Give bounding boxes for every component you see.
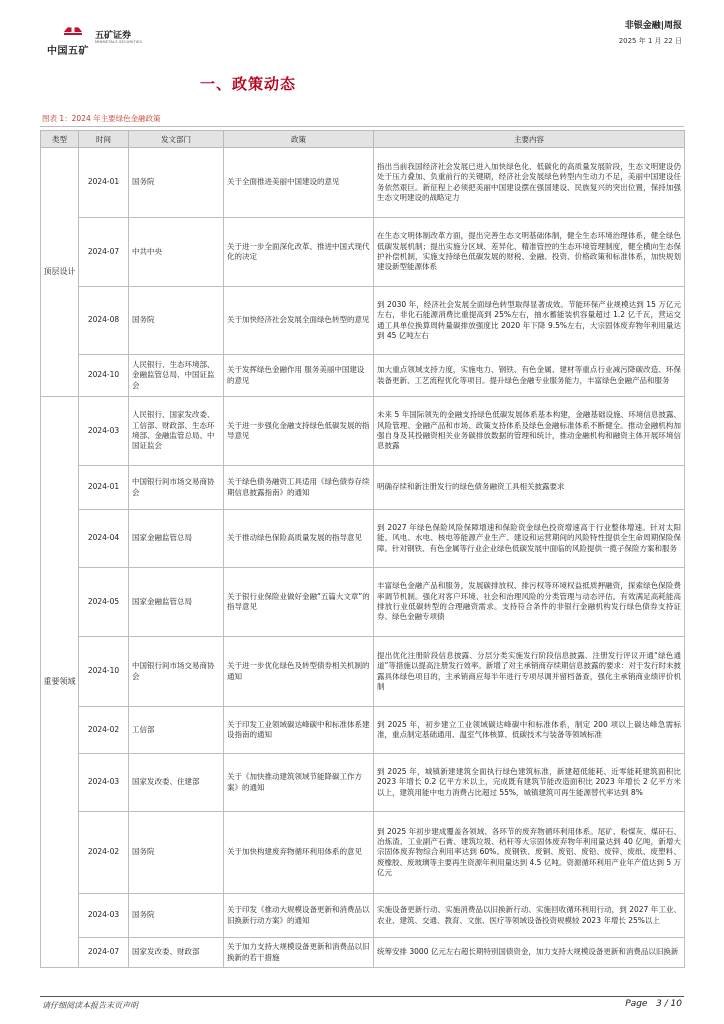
time-cell: 2024-03 [79,754,129,812]
content-cell: 到 2025 年，初步建立工业领域碳达峰碳中和标准体系，制定 200 项以上碳达峰急需标准，重点制定基础通用、温室气体核算、低碳技术与装备等领域标准 [374,707,685,754]
brand-name: 五矿证券 [95,31,132,41]
dept-cell: 中国银行间市场交易商协会 [129,637,224,707]
dept-cell: 国家金融监管总局 [129,568,224,637]
table-row [41,397,685,466]
time-cell: 2024-10 [79,355,129,397]
column-header-type: 类型 [41,131,79,148]
company-name: 中国五矿 [47,46,89,57]
policy-cell: 关于印发《推动大规模设备更新和消费品以旧换新行动方案》的通知 [224,894,374,938]
section-title: 一、政策动态 [200,75,297,93]
table-header-row [41,131,685,148]
table-row [41,148,685,218]
policy-cell: 关于全面推进美丽中国建设的意见 [224,148,374,218]
content-cell: 丰富绿色金融产品和服务，发展碳排放权、排污权等环境权益抵质押融资，探索绿色保险费率调节机制。强化对客户环境、社会和治理风险的分类管理与动态评估。有效满足高耗能高排放行业低碳转型的合理融资需求。支持符合条件的非银行金融机构发行绿色债券支持证券、绿色金融专项债 [374,568,685,637]
content-cell: 到 2025 年，城镇新建建筑全面执行绿色建筑标准，新建超低能耗、近零能耗建筑面积比 2023 年增长 0.2 亿平方米以上，完成既有建筑节能改造面积比 2023 年增长 2 亿平方米以上，建筑用能中电力消费占比超过 55%，城镇建筑可再生能源替代率达到 8% [374,754,685,812]
time-cell: 2024-07 [79,218,129,287]
content-cell: 到 2025 年初步建成覆盖各领域、各环节的废弃物循环利用体系。尾矿、粉煤灰、煤矸石、冶炼渣、工业副产石膏、建筑垃圾、秸秆等大宗固体废弃物年利用量达到 40 亿吨，新增大宗固体废弃物综合利用率达到 60%。废钢铁、废铜、废铝、废铅、废锌、废纸、废塑料、废橡胶、废玻璃等主要再生资源年利用量达到 4.5 亿吨。资源循环利用产业年产值达到 5 万亿元 [374,812,685,894]
policy-cell: 关于发挥绿色金融作用 服务美丽中国建设的意见 [224,355,374,397]
column-header-content: 主要内容 [374,131,685,148]
page-number [625,999,682,1009]
content-cell: 提出优化注册阶段信息披露、分层分类实施发行阶段信息披露、注册发行评议开通“绿色通道”等措施以提高注册发行效率。新增了对主承销商存续期信息披露的要求：对于发行时未披露具体绿色项目的，主承销商应每半年进行专项尽调并留档备查，强化主承销商业绩评价机制 [374,637,685,707]
table-row [41,287,685,355]
table-row [41,754,685,812]
table-row [41,510,685,568]
dept-cell: 国务院 [129,287,224,355]
dept-cell: 中共中央 [129,218,224,287]
minmetals-logo-icon [62,16,84,38]
table-row [41,568,685,637]
time-cell: 2024-10 [79,637,129,707]
page-label: Page [625,999,648,1009]
column-header-time: 时间 [79,131,129,148]
dept-cell: 中国银行间市场交易商协会 [129,466,224,510]
time-cell: 2024-01 [79,466,129,510]
report-type: 非银金融|周报 [624,21,682,31]
policy-cell: 关于加力支持大规模设备更新和消费品以旧换新的若干措施 [224,938,374,968]
time-cell: 2024-07 [79,938,129,968]
dept-cell: 人民银行、国家发改委、工信部、财政部、生态环境部、金融监管总局、中国证监会 [129,397,224,466]
table-row [41,218,685,287]
table-row [41,355,685,397]
dept-cell: 国家金融监管总局 [129,510,224,568]
content-cell: 到 2030 年，经济社会发展全面绿色转型取得显著成效。节能环保产业规模达到 15 万亿元左右，非化石能源消费比重提高到 25%左右，抽水蓄能装机容量超过 1.2 亿千瓦，营运交通工具单位换算周转量碳排放强度比 2020 年下降 9.5%左右，大宗固体废弃物年利用量达到 45 亿吨左右 [374,287,685,355]
policy-cell: 关于进一步强化金融支持绿色低碳发展的指导意见 [224,397,374,466]
time-cell: 2024-03 [79,894,129,938]
policy-cell: 关于绿色债务融资工具适用《绿色债券存续期信息披露指南》的通知 [224,466,374,510]
footer-divider [40,996,684,997]
page-header [0,0,724,64]
table-row [41,938,685,968]
content-cell: 在生态文明体制改革方面，提出完善生态文明基础体制，健全生态环境治理体系，健全绿色低碳发展机制；提出实施分区域、差异化、精准管控的生态环境管理制度，健全横向生态保护补偿机制，实施支持绿色低碳发展的财税、金融、投资、价格政策和标准体系，加快规划建设新型能源体系 [374,218,685,287]
content-cell: 指出当前我国经济社会发展已进入加快绿色化、低碳化的高质量发展阶段，生态文明建设仍处于压力叠加、负重前行的关键期，经济社会发展绿色转型内生动力不足，美丽中国建设任务依然艰巨。新征程上必须把美丽中国建设摆在强国建设、民族复兴的突出位置，保持加强生态文明建设的战略定力 [374,148,685,218]
dept-cell: 工信部 [129,707,224,754]
dept-cell: 国务院 [129,894,224,938]
policy-cell: 关于进一步优化绿色及转型债券相关机制的通知 [224,637,374,707]
brand-name-en: MINMETALS SECURITIES [95,40,143,44]
policy-cell: 关于加快构建废弃物循环利用体系的意见 [224,812,374,894]
dept-cell: 人民银行、生态环境部、金融监管总局、中国证监会 [129,355,224,397]
content-cell: 到 2027 年绿色保险风险保障增速和保险资金绿色投资增速高于行业整体增速。针对太阳能、风电、水电、核电等能源产业生产、建设和运营期间的风险特性提供全生命周期保险保障。针对钢铁、有色金属等行业企业绿色低碳发展中面临的风险提供一揽子保险方案和服务 [374,510,685,568]
figure-caption: 图表 1：2024 年主要绿色金融政策 [42,114,161,123]
time-cell: 2024-02 [79,812,129,894]
policy-cell: 关于银行业保险业做好金融“五篇大文章”的指导意见 [224,568,374,637]
caption-divider [40,126,684,127]
table-row [41,637,685,707]
content-cell: 实施设备更新行动、实施消费品以旧换新行动、实施回收循环利用行动，到 2027 年工业、农业、建筑、交通、教育、文旅、医疗等领域设备投资规模较 2023 年增长 25%以上 [374,894,685,938]
table-row [41,466,685,510]
dept-cell: 国家发改委、住建部 [129,754,224,812]
dept-cell: 国家发改委、财政部 [129,938,224,968]
category-cell: 顶层设计 [41,148,79,397]
column-header-policy: 政策 [224,131,374,148]
time-cell: 2024-05 [79,568,129,637]
policy-cell: 关于加快经济社会发展全面绿色转型的意见 [224,287,374,355]
category-cell: 重要领域 [41,397,79,968]
table-row [41,707,685,754]
report-date: 2025 年 1 月 22 日 [618,37,682,45]
table-row [41,894,685,938]
policy-cell: 关于进一步全面深化改革、推进中国式现代化的决定 [224,218,374,287]
dept-cell: 国务院 [129,812,224,894]
time-cell: 2024-08 [79,287,129,355]
column-header-dept: 发文部门 [129,131,224,148]
dept-cell: 国务院 [129,148,224,218]
policy-cell: 关于印发工业领域碳达峰碳中和标准体系建设指南的通知 [224,707,374,754]
content-cell: 统筹安排 3000 亿元左右超长期特别国债资金，加力支持大规模设备更新和消费品以旧换新 [374,938,685,968]
footer-disclaimer: 请仔细阅读本报告末页声明 [42,1001,138,1010]
content-cell: 明确存续和新注册发行的绿色债务融资工具相关披露要求 [374,466,685,510]
content-cell: 未来 5 年国际领先的金融支持绿色低碳发展体系基本构建，金融基础设施、环境信息披露、风险管理、金融产品和市场、政策支持体系及绿色金融标准体系不断健全。推动金融机构加强自身及其投融资相关业务碳排放数据的管理和统计，推动金融机构和融资主体开展环境信息披露 [374,397,685,466]
time-cell: 2024-04 [79,510,129,568]
table-row [41,812,685,894]
policy-cell: 关于《加快推动建筑领域节能降碳工作方案》的通知 [224,754,374,812]
content-cell: 加大重点领域支持力度，实施电力、钢铁、有色金属、建材等重点行业减污降碳改造、环保装备更新、工艺流程优化等项目。提升绿色金融专业服务能力，丰富绿色金融产品和服务 [374,355,685,397]
green-finance-policy-table [40,130,685,968]
policy-cell: 关于推动绿色保险高质量发展的指导意见 [224,510,374,568]
time-cell: 2024-02 [79,707,129,754]
time-cell: 2024-01 [79,148,129,218]
page-count: 3 / 10 [656,999,682,1009]
time-cell: 2024-03 [79,397,129,466]
